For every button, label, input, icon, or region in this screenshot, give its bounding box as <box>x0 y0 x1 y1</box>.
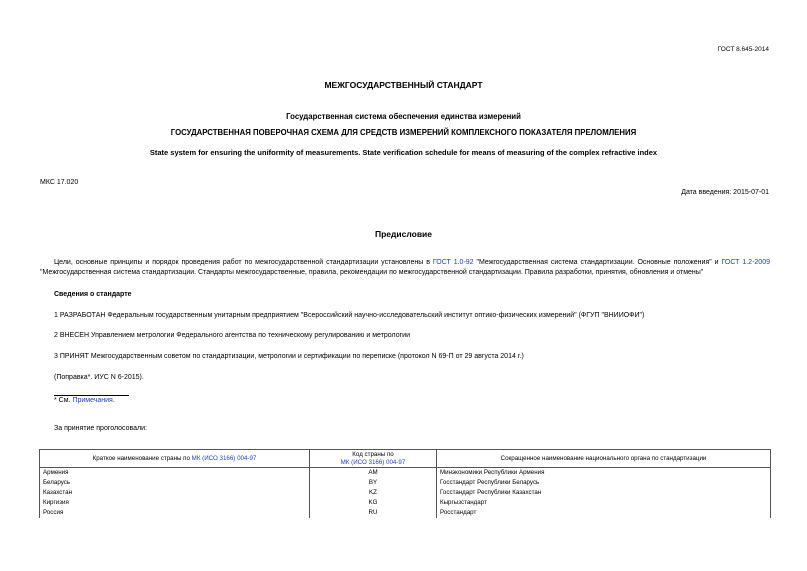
footnote: * См. Примечания. <box>54 397 115 404</box>
code-cell: RU <box>310 508 437 518</box>
english-title: State system for ensuring the uniformity of measurements. State verification schedule for means of measuring of the complex refractive index <box>149 148 658 157</box>
info-item-2: 2 ВНЕСЕН Управлением метрологии Федерального агентства по техническому регулированию и метрологии <box>54 332 410 339</box>
country-cell: Армения <box>40 468 310 479</box>
main-title: ГОСУДАРСТВЕННАЯ ПОВЕРОЧНАЯ СХЕМА ДЛЯ СРЕДСТВ ИЗМЕРЕНИЙ КОМПЛЕКСНОГО ПОКАЗАТЕЛЯ ПРЕЛОМЛЕНИЯ <box>170 128 637 137</box>
gost-1-2-2009-link[interactable]: ГОСТ 1.2-2009 <box>721 259 770 266</box>
footnote-divider <box>54 395 129 396</box>
mks-code: МКС 17.020 <box>40 179 79 186</box>
voting-countries-table <box>39 449 771 518</box>
body-cell: Минэкономики Республики Армения <box>437 468 771 479</box>
mk-iso-3166-link[interactable]: МК (ИСО 3166) 004-97 <box>191 454 257 462</box>
standard-info-heading: Сведения о стандарте <box>54 291 132 298</box>
table-row <box>40 508 771 518</box>
code-cell: KZ <box>310 488 437 498</box>
table-row <box>40 488 771 498</box>
introduction-date: Дата введения: 2015-07-01 <box>681 189 769 196</box>
table-row <box>40 468 771 479</box>
country-cell: Беларусь <box>40 478 310 488</box>
country-cell: Россия <box>40 508 310 518</box>
amendment-note: (Поправка*. ИУС N 6-2015). <box>54 374 144 381</box>
mk-iso-3166-link-code[interactable]: МК (ИСО 3166) 004-97 <box>340 458 406 466</box>
country-cell: Киргизия <box>40 498 310 508</box>
info-item-3: 3 ПРИНЯТ Межгосударственным советом по стандартизации, метрологии и сертификации по переписке (протокол N 69-П от 29 августа 2014 г.) <box>54 353 524 360</box>
code-cell: BY <box>310 478 437 488</box>
info-item-1: 1 РАЗРАБОТАН Федеральным государственным унитарным предприятием "Всероссийский научно-исследовательский институт оптико-физических измерений" (ФГУП "ВНИИОФИ") <box>54 312 645 319</box>
body-cell: Росстандарт <box>437 508 771 518</box>
notes-link[interactable]: Примечания <box>72 397 113 404</box>
column-header-code: Код страны по МК (ИСО 3166) 004-97 <box>310 450 437 468</box>
system-title: Государственная система обеспечения единства измерений <box>286 112 521 121</box>
column-header-country: Краткое наименование страны по МК (ИСО 3166) 004-97 <box>40 450 310 468</box>
country-cell: Казахстан <box>40 488 310 498</box>
body-cell: Госстандарт Республики Казахстан <box>437 488 771 498</box>
standard-type-heading: МЕЖГОСУДАРСТВЕННЫЙ СТАНДАРТ <box>324 80 483 90</box>
gost-1-0-92-link[interactable]: ГОСТ 1.0-92 <box>432 259 474 266</box>
code-cell: KG <box>310 498 437 508</box>
table-row <box>40 478 771 488</box>
body-cell: Кыргызстандарт <box>437 498 771 508</box>
code-cell: AM <box>310 468 437 479</box>
foreword-paragraph: Цели, основные принципы и порядок проведения работ по межгосударственной стандартизации установлены в ГОСТ 1.0-92 "Межгосударственная система стандартизации. Основные положения" и ГОСТ 1.2-2009 "Межгосударственная система стандартизации. Стандарты межгосударственные, правила, рекомендации по межгосударственной стандартизации. Правила разработки, принятия, обновления и отмены" <box>40 259 770 276</box>
voted-label: За принятие проголосовали: <box>54 425 147 432</box>
table-row <box>40 498 771 508</box>
body-cell: Госстандарт Республики Беларусь <box>437 478 771 488</box>
document-id: ГОСТ 8.645-2014 <box>717 46 769 53</box>
column-header-body: Сокращенное наименование национального органа по стандартизации <box>437 450 771 468</box>
foreword-heading: Предисловие <box>374 229 433 239</box>
